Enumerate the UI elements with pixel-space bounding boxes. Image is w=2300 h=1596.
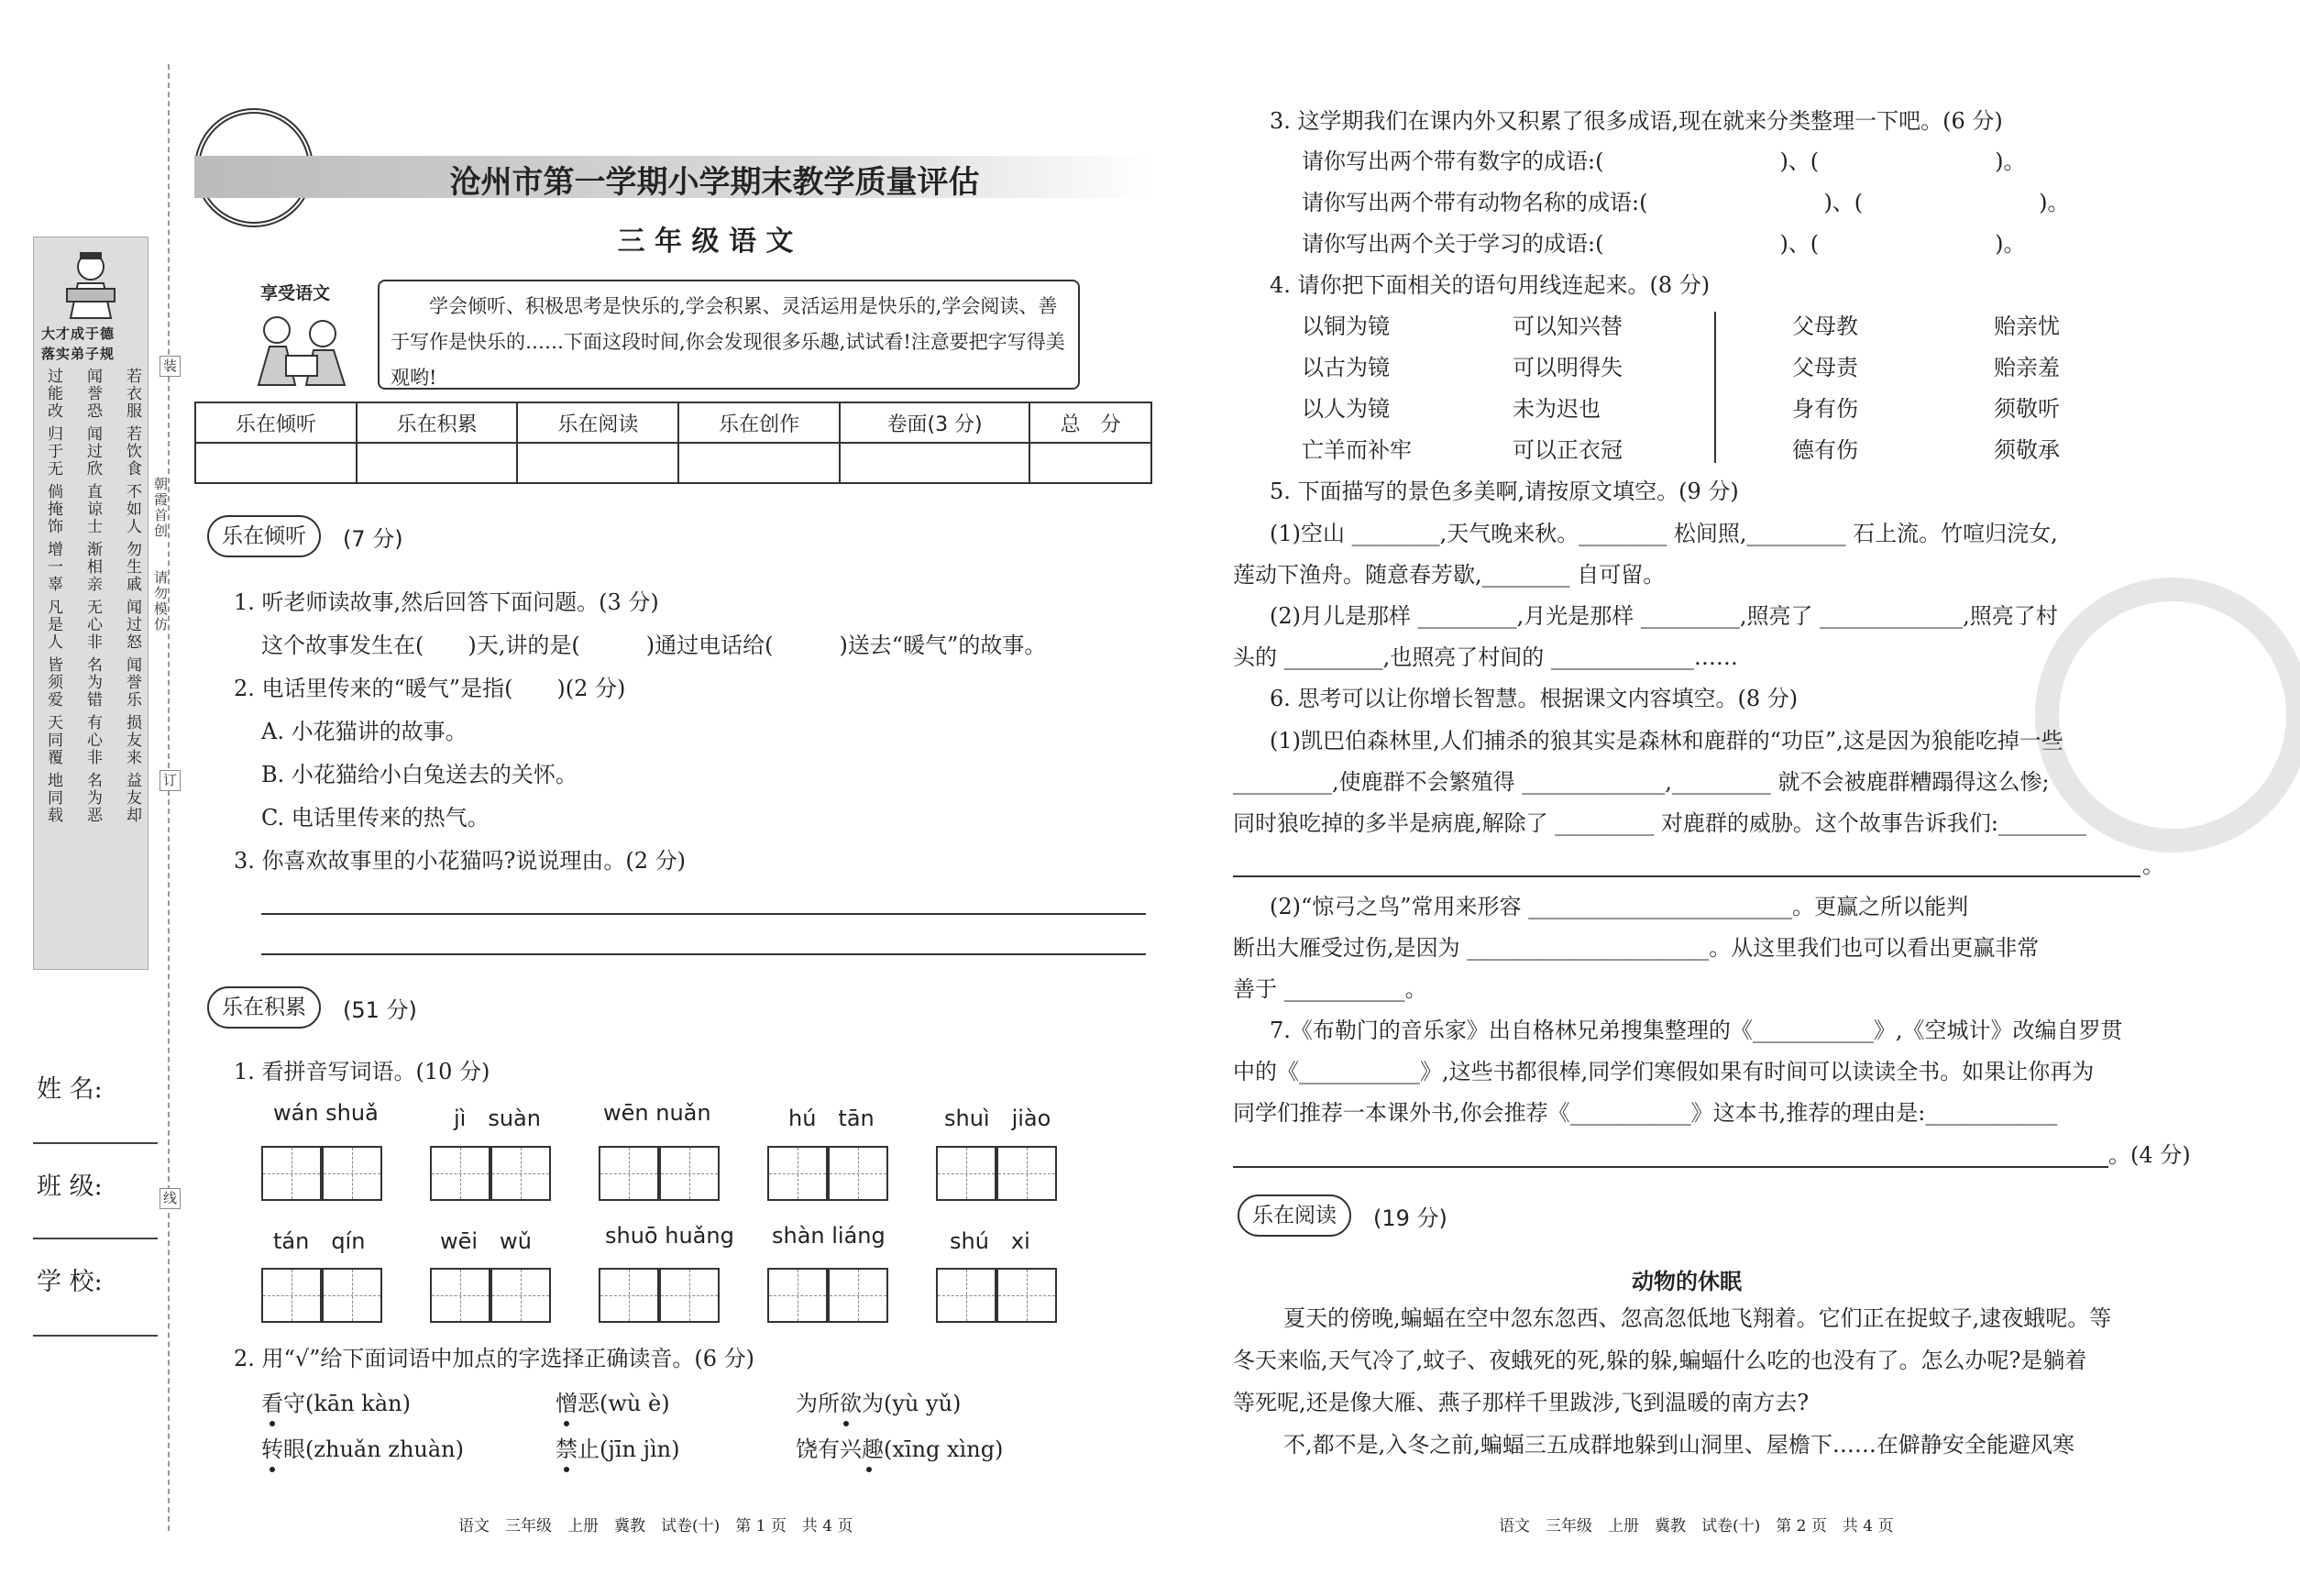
writing-box[interactable] [490,1268,551,1323]
binding-mark-2: 订 [160,770,181,791]
proverb-row [41,483,140,535]
answer-line[interactable] [1233,1166,2108,1168]
reading-paragraph: 冬天来临,天气冷了,蚊子、夜蛾死的死,躲的躲,蝙蝠什么吃的也没有了。怎么办呢?是躺着 [1233,1348,2087,1373]
proverb-row [41,599,140,651]
books-points: 。(4 分) [2108,1142,2191,1168]
reading-choice[interactable]: 转眼(zhuǎn zhuàn) [261,1436,465,1462]
writing-box[interactable] [322,1268,382,1323]
proverb-row [41,541,140,593]
fill-blank-line[interactable]: (1)凯巴伯森林里,人们捕杀的狼其实是森林和鹿群的“功臣”,这是因为狼能吃掉一些 [1270,728,2063,754]
proverb-row [41,368,140,420]
section-badge-listening: 乐在倾听 [207,515,321,557]
fill-blank-line[interactable]: _________,使鹿群不会繁殖得 _____________,_________ 就不会被鹿群糟蹋得这么惨; [1233,769,2050,795]
writing-box[interactable] [430,1146,490,1201]
fill-blank-line[interactable]: (2)“惊弓之鸟”常用来形容 ________________________。更赢之所以能判 [1270,894,1969,919]
proverb-text: 无心非 [83,599,102,651]
match-item[interactable]: 父母责 [1792,355,1858,380]
proverb-text: 倘掩饰 [44,483,62,535]
score-cell[interactable] [840,443,1029,483]
writing-box[interactable] [996,1146,1057,1201]
pinyin-label: shuō huǎng [605,1223,734,1249]
proverb-text: 有心非 [83,714,102,766]
section-badge-accumulation: 乐在积累 [207,986,321,1029]
reading-choice[interactable]: 为所欲为(yù yǔ) [796,1391,962,1416]
fill-blank-line[interactable]: (2)月儿是那样 _________,月光是那样 _________,照亮了 _____________,照亮了村 [1270,603,2058,629]
writing-box[interactable] [659,1146,720,1201]
proverb-text: 益友却 [123,772,141,824]
proverb-text: 名为恶 [83,772,102,824]
pinyin-label: shuì jiào [944,1106,1051,1131]
match-item[interactable]: 贻亲羞 [1994,355,2060,380]
proverb-text: 直谅士 [83,483,102,535]
reading-choice[interactable]: 看守(kān kàn) [261,1391,411,1416]
score-cell[interactable] [678,443,840,483]
proverb-text: 闻誉恐 [83,368,102,420]
proverb-text: 闻誉乐 [123,656,141,709]
fill-blank-line[interactable]: 善于 ___________。 [1233,976,1427,1002]
intro-box: 学会倾听、积极思考是快乐的,学会积累、灵活运用是快乐的,学会阅读、善于写作是快乐的……下面这段时间,你会发现很多乐趣,试试看!注意要把字写得美观哟! [378,280,1080,390]
proverb-text: 归于无 [44,425,62,478]
proverb-row [41,425,140,478]
option-a: A. 小花猫讲的故事。 [261,719,468,744]
scenery-question: 5. 下面描写的景色多美啊,请按原文填空。(9 分) [1270,479,1739,504]
pinyin-label: jì suàn [454,1106,541,1131]
fill-blank-line[interactable]: 同时狼吃掉的多半是病鹿,解除了 _________ 对鹿群的威胁。这个故事告诉我们:________ [1233,810,2086,836]
answer-line[interactable] [1233,875,2140,877]
fill-blank-line[interactable]: (1)空山 ________,天气晚来秋。________ 松间照,_________ 石上流。竹喧归浣女, [1270,521,2058,546]
match-item[interactable]: 以古为镜 [1302,355,1390,380]
class-field[interactable] [33,1238,158,1239]
books-question[interactable]: 中的《___________》,这些书都很棒,同学们寒假如果有时间可以读读全书。如果让你再为 [1233,1059,2095,1084]
fill-blank-end: 。 [2142,853,2164,878]
writing-box[interactable] [828,1268,888,1323]
option-b: B. 小花猫给小白兔送去的关怀。 [261,762,578,787]
match-item[interactable]: 以人为镜 [1302,396,1390,422]
proverb-text: 勿生戚 [123,541,141,593]
score-header: 卷面(3 分) [840,402,1029,443]
proverb-text: 闻过怒 [123,599,141,651]
name-label: 姓 名: [37,1075,103,1104]
emphasis-dot [866,1467,872,1472]
proverb-sidebar [33,237,149,970]
writing-box[interactable] [936,1146,996,1201]
books-question[interactable]: 同学们推荐一本课外书,你会推荐《___________》这本书,推荐的理由是:____________ [1233,1100,2058,1126]
writing-box[interactable] [828,1146,888,1201]
proverb-grid [41,368,140,824]
score-cell[interactable] [357,443,518,483]
emphasis-dot [564,1421,569,1426]
reading-paragraph: 夏天的傍晚,蝙蝠在空中忽东忽西、忽高忽低地飞翔着。它们正在捉蚊子,逮夜蛾呢。等 [1283,1305,2112,1331]
match-item[interactable]: 父母教 [1792,314,1858,339]
score-table [194,402,1152,484]
answer-line[interactable] [261,953,1146,955]
accum-question-2: 2. 用“√”给下面词语中加点的字选择正确读音。(6 分) [234,1346,754,1371]
proverb-text: 不如人 [123,483,141,535]
writing-box[interactable] [490,1146,551,1201]
match-item[interactable]: 贻亲忧 [1994,314,2060,339]
reading-choice[interactable]: 憎恶(wù è) [556,1391,670,1416]
match-item[interactable]: 可以知兴替 [1513,314,1623,339]
proverb-text: 凡是人 [44,599,62,651]
exam-subtitle: 三 年 级 语 文 [617,226,794,258]
scholar-illustration [54,247,127,320]
match-item[interactable]: 可以正衣冠 [1513,437,1623,463]
match-item[interactable]: 未为迟也 [1513,396,1601,422]
writing-box[interactable] [599,1146,659,1201]
match-item[interactable]: 须敬听 [1994,396,2060,422]
idiom-line: 请你写出两个带有数字的成语:( )、( )。 [1302,149,2026,174]
proverb-text: 若衣服 [123,368,141,420]
option-c: C. 电话里传来的热气。 [261,805,490,831]
score-header: 乐在积累 [357,402,518,443]
section-points: (51 分) [343,997,417,1023]
question-1-body: 这个故事发生在( )天,讲的是( )通过电话给( )送去“暖气”的故事。 [261,633,1047,658]
reading-choice[interactable]: 饶有兴趣(xīng xìng) [796,1436,1004,1462]
matching-divider [1714,312,1716,463]
binding-mark-1: 装 [160,356,181,377]
emphasis-dot [270,1421,275,1426]
score-header: 乐在阅读 [517,402,678,443]
reading-paragraph: 等死呢,还是像大雁、燕子那样千里跋涉,飞到温暖的南方去? [1233,1390,1810,1415]
proverb-text: 过能改 [44,368,62,420]
pinyin-label: shú xi [950,1228,1030,1254]
proverb-row [41,772,140,824]
proverb-row [41,714,140,766]
question-3: 3. 你喜欢故事里的小花猫吗?说说理由。(2 分) [234,848,687,874]
writing-box[interactable] [322,1146,382,1201]
emphasis-dot [843,1421,849,1426]
emphasis-dot [564,1467,569,1472]
pinyin-label: wēn nuǎn [603,1100,711,1126]
kids-reading-illustration [249,303,355,390]
enjoy-chinese-label: 享受语文 [260,283,331,303]
books-question[interactable]: 7.《布勒门的音乐家》出自格林兄弟搜集整理的《___________》,《空城计》改编自罗贯 [1270,1018,2123,1043]
class-label: 班 级: [37,1172,103,1201]
proverb-text: 天同覆 [44,714,62,766]
score-header: 乐在创作 [678,402,840,443]
accum-question-1: 1. 看拼音写词语。(10 分) [234,1059,490,1084]
name-field[interactable] [33,1142,158,1144]
score-header: 乐在倾听 [195,402,357,443]
score-cell[interactable] [1029,443,1151,483]
school-label: 学 校: [37,1268,103,1296]
idiom-question: 3. 这学期我们在课内外又积累了很多成语,现在就来分类整理一下吧。(6 分) [1270,108,2003,134]
pinyin-label: wēi wǔ [440,1228,532,1254]
writing-box[interactable] [767,1146,828,1201]
match-item[interactable]: 以铜为镜 [1302,314,1390,339]
motto-line-1: 大才成于德 [41,325,116,342]
emphasis-dot [270,1467,275,1472]
question-2: 2. 电话里传来的“暖气”是指( )(2 分) [234,676,626,701]
writing-box[interactable] [767,1268,828,1323]
fill-blank-line[interactable]: 莲动下渔舟。随意春芳歇,________ 自可留。 [1233,562,1666,588]
proverb-text: 闻过欣 [83,425,102,478]
writing-box[interactable] [261,1268,322,1323]
section-points: (19 分) [1373,1205,1447,1231]
writing-box[interactable] [936,1268,996,1323]
matching-question: 4. 请你把下面相关的语句用线连起来。(8 分) [1270,272,1711,298]
fill-blank-line[interactable]: 头的 _________,也照亮了村间的 _____________…… [1233,644,1738,670]
pinyin-label: shàn liáng [772,1223,886,1249]
proverb-text: 地同载 [44,772,62,824]
proverb-text: 渐相亲 [83,541,102,593]
match-item[interactable]: 须敬承 [1994,437,2060,463]
pinyin-label: tán qín [273,1228,366,1254]
reading-title: 动物的休眠 [1632,1269,1742,1294]
writing-box[interactable] [599,1268,659,1323]
idiom-line: 请你写出两个带有动物名称的成语:( )、( )。 [1302,190,2070,215]
proverb-text: 损友来 [123,714,141,766]
proverb-text: 名为错 [83,656,102,709]
proverb-text: 皆须爱 [44,656,62,709]
reading-paragraph: 不,都不是,入冬之前,蝙蝠三五成群地躲到山洞里、屋檐下……在僻静安全能避风寒 [1283,1432,2074,1458]
section-points: (7 分) [343,526,403,552]
match-item[interactable]: 可以明得失 [1513,355,1623,380]
score-header: 总 分 [1029,402,1151,443]
writing-box[interactable] [261,1146,322,1201]
proverb-text: 增一辜 [44,541,62,593]
question-1: 1. 听老师读故事,然后回答下面问题。(3 分) [234,589,659,615]
school-field[interactable] [33,1335,158,1337]
proverb-text: 若饮食 [123,425,141,478]
page-footer: 语文 三年级 上册 冀教 试卷(十) 第 1 页 共 4 页 [458,1517,853,1535]
match-item[interactable]: 身有伤 [1792,396,1858,422]
score-cell[interactable] [195,443,357,483]
match-item[interactable]: 亡羊而补牢 [1302,437,1412,463]
score-cell[interactable] [517,443,678,483]
pinyin-label: wán shuǎ [273,1100,379,1126]
writing-box[interactable] [659,1268,720,1323]
reading-choice[interactable]: 禁止(jīn jìn) [556,1436,680,1462]
copyright-note-2: 请勿模仿 [152,570,169,633]
page-footer: 语文 三年级 上册 冀教 试卷(十) 第 2 页 共 4 页 [1499,1517,1894,1535]
match-item[interactable]: 德有伤 [1792,437,1858,463]
thinking-question: 6. 思考可以让你增长智慧。根据课文内容填空。(8 分) [1270,686,1799,711]
writing-box[interactable] [996,1268,1057,1323]
pinyin-label: hú tān [788,1106,875,1131]
idiom-line: 请你写出两个关于学习的成语:( )、( )。 [1302,231,2026,257]
binding-mark-3: 线 [160,1188,181,1209]
section-badge-reading: 乐在阅读 [1238,1194,1351,1237]
binding-cut-line [168,64,170,1531]
motto-line-2: 落实弟子规 [41,346,116,362]
answer-line[interactable] [261,913,1146,915]
proverb-row [41,656,140,709]
fill-blank-line[interactable]: 断出大雁受过伤,是因为 ______________________。从这里我们也可以看出更赢非常 [1233,935,2040,961]
copyright-note-1: 朝霞首创 [152,477,169,539]
exam-title: 沧州市第一学期小学期末教学质量评估 [449,164,980,201]
writing-box[interactable] [430,1268,490,1323]
